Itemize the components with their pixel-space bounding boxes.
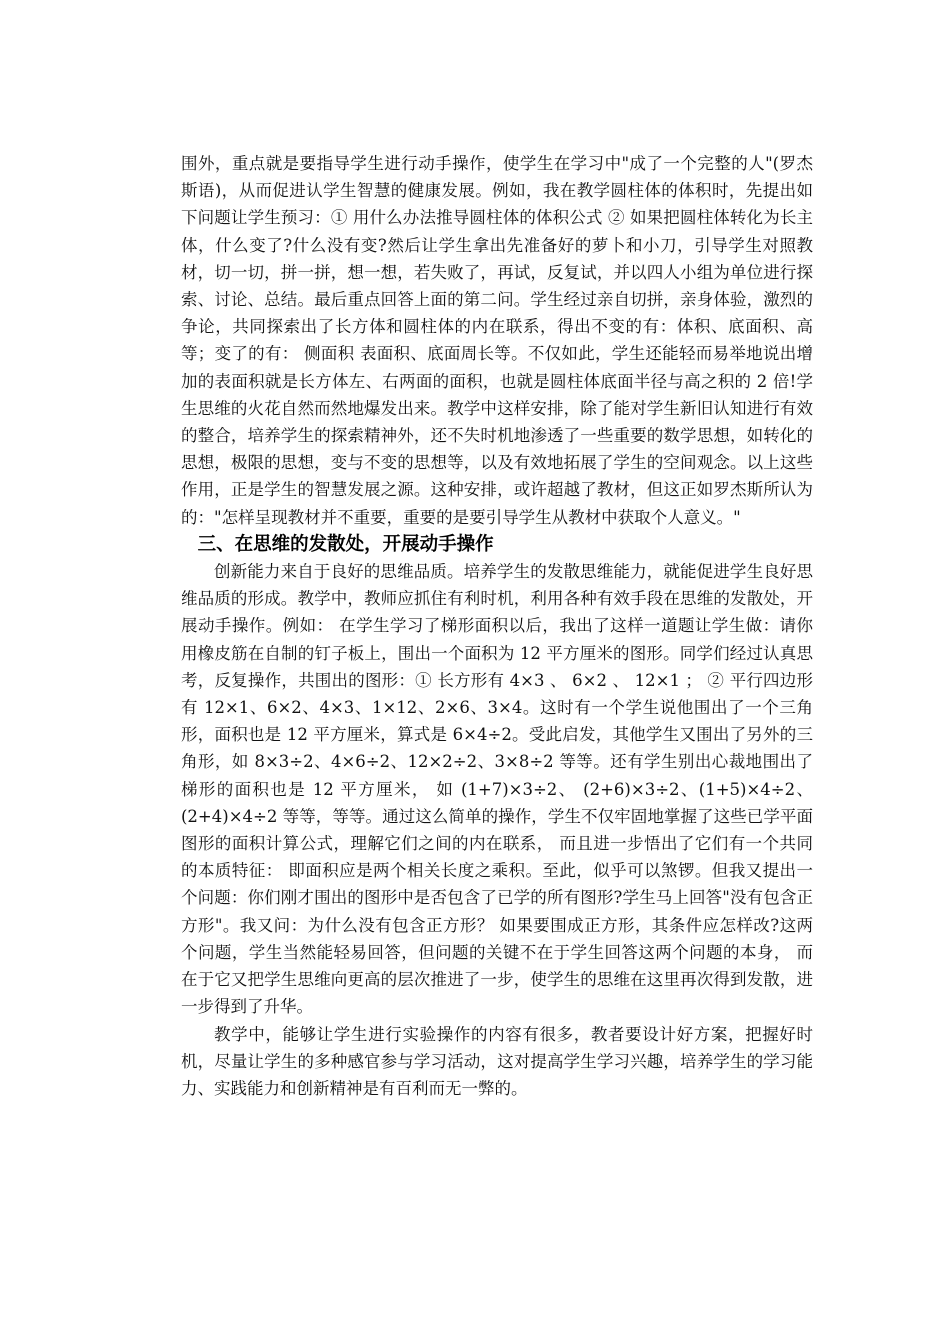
- paragraph-divergent-thinking: 创新能力来自于良好的思维品质。培养学生的发散思维能力，就能促进学生良好思维品质的形成。教学中，教师应抓住有利时机，利用各种有效手段在思维的发散处，开展动手操作。例如： 在学生学习了梯形面积以后，我出了这样一道题让学生做：请你用橡皮筋在自制的钉子板上，围出一个面积为 12 平方厘米的图形。同学们经过认真思考，反复操作，共围出的图形：① 长方形有 4×3 、 6×2 、 12×1 ； ② 平行四边形有 12×1、6×2、4×3、1×12、2×6、3×4。这时有一个学生说他围出了一个三角形，面积也是 12 平方厘米，算式是 6×4÷2。受此启发，其他学生又围出了另外的三角形，如 8×3÷2、4×6÷2、12×2÷2、3×8÷2 等等。还有学生别出心裁地围出了梯形的面积也是 12 平方厘米， 如 (1+7)×3÷2、 (2+6)×3÷2、(1+5)×4÷2、(2+4)×4÷2 等等，等等。通过这么简单的操作，学生不仅牢固地掌握了这些已学平面图形的面积计算公式，理解它们之间的内在联系， 而且进一步悟出了它们有一个共同的本质特征： 即面积应是两个相关长度之乘积。至此，似乎可以煞锣。但我又提出一个问题：你们刚才围出的图形中是否包含了已学的所有图形?学生马上回答"没有包含正方形"。我又问：为什么没有包含正方形？ 如果要围成正方形，其条件应怎样改?这两个问题，学生当然能轻易回答，但问题的关键不在于学生回答这两个问题的本身， 而在于它又把学生思维向更高的层次推进了一步，使学生的思维在这里再次得到发散，进一步得到了升华。: [181, 562, 813, 1017]
- document-body: [181, 150, 813, 1102]
- paragraph-conclusion: 教学中，能够让学生进行实验操作的内容有很多，教者要设计好方案，把握好时机，尽量让学生的多种感官参与学习活动，这对提高学生学习兴趣，培养学生的学习能力、实践能力和创新精神是有百利而无一弊的。: [181, 1024, 813, 1098]
- paragraph-continued: 围外，重点就是要指导学生进行动手操作，使学生在学习中"成了一个完整的人"(罗杰斯语)，从而促进认学生智慧的健康发展。例如，我在教学圆柱体的体积时，先提出如下问题让学生预习：① 用什么办法推导圆柱体的体积公式 ② 如果把圆柱体转化为长主体，什么变了?什么没有变?然后让学生拿出先准备好的萝卜和小刀，引导学生对照教材，切一切，拼一拼，想一想，若失败了，再试，反复试，并以四人小组为单位进行探索、讨论、总结。最后重点回答上面的第二问。学生经过亲自切拼，亲身体验，激烈的争论，共同探索出了长方体和圆柱体的内在联系，得出不变的有：体积、底面积、高等；变了的有： 侧面积 表面积、底面周长等。不仅如此，学生还能轻而易举地说出增加的表面积就是长方体左、右两面的面积，也就是圆柱体底面半径与高之积的 2 倍!学生思维的火花自然而然地爆发出来。教学中这样安排，除了能对学生新旧认知进行有效的整合，培养学生的探索精神外，还不失时机地渗透了一些重要的数学思想，如转化的思想，极限的思想，变与不变的思想等，以及有效地拓展了学生的空间观念。以上这些作用，正是学生的智慧发展之源。这种安排，或许超越了教材，但这正如罗杰斯所认为的："怎样呈现教材并不重要，重要的是要引导学生从教材中获取个人意义。": [181, 154, 813, 527]
- section-heading-3: 三、在思维的发散处，开展动手操作: [197, 533, 494, 555]
